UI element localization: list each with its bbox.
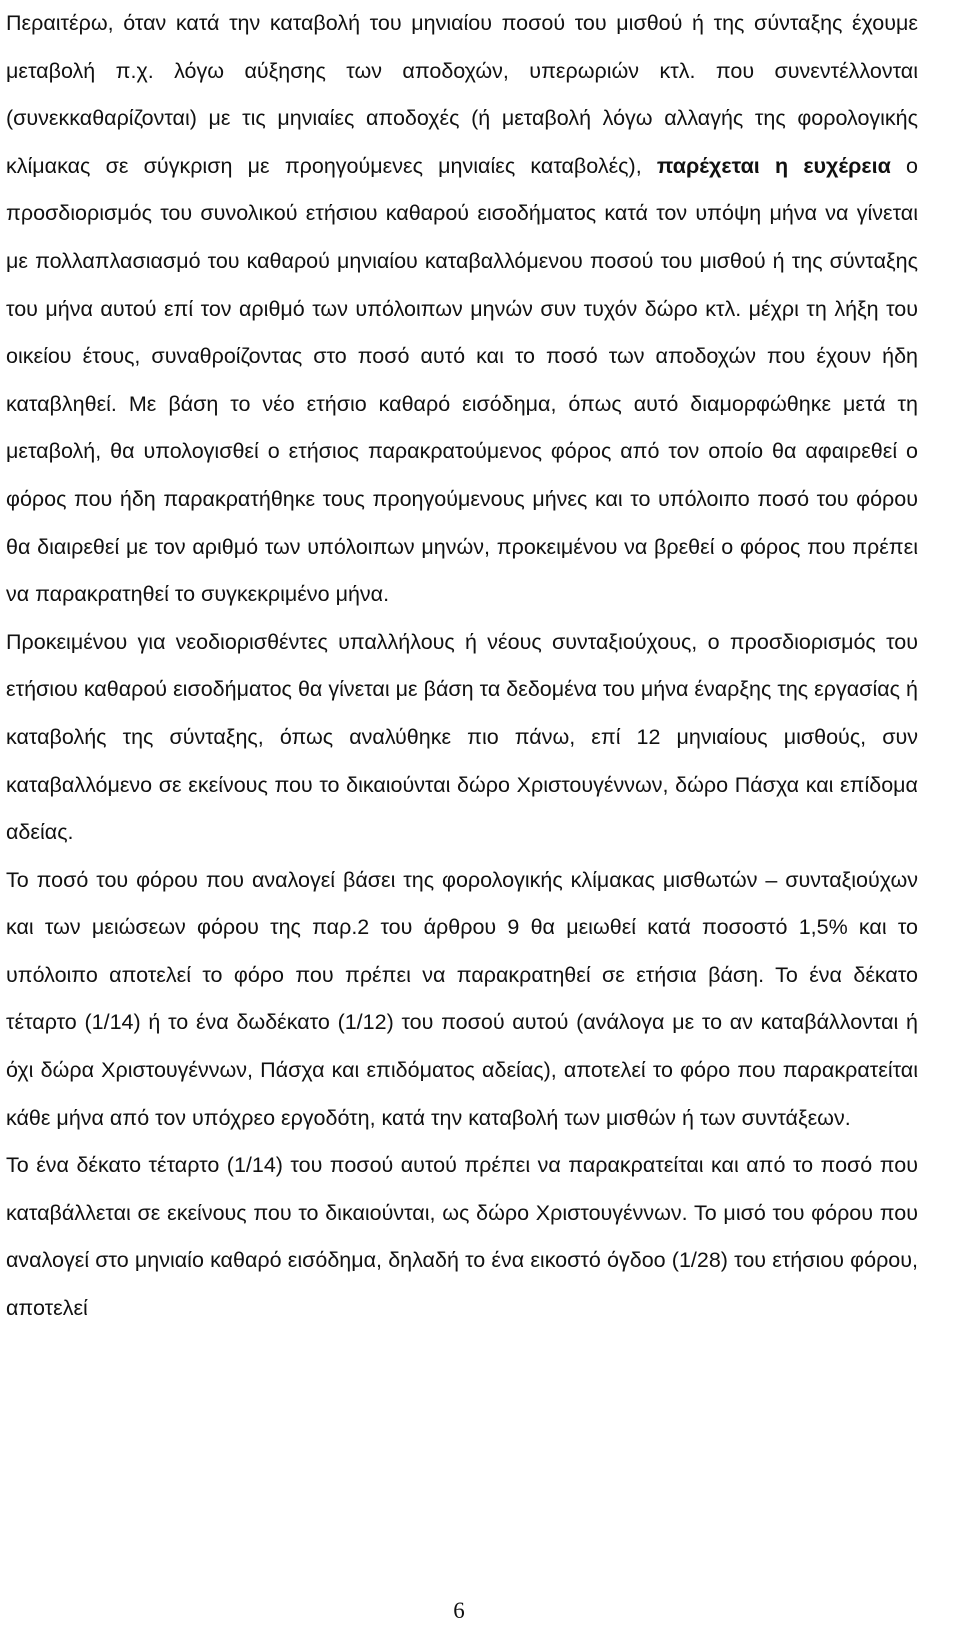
paragraph-1 — [6, 0, 918, 619]
paragraph-4: Το ένα δέκατο τέταρτο (1/14) του ποσού αυτού πρέπει να παρακρατείται και από το ποσό που καταβάλλεται σε εκείνους που το δικαιούνται, ως δώρο Χριστουγέννων. Το μισό του φόρου που αναλογεί στο μηνιαίο καθαρό εισόδημα, δηλαδή το ένα εικοστό όγδοο (1/28) του ετήσιου φόρου, αποτελεί — [6, 1153, 918, 1321]
paragraph-1-text-after-bold: ο προσδιορισμός του συνολικού ετήσιου καθαρού εισοδήματος κατά τον υπόψη μήνα να γίνεται με πολλαπλασιασμό του καθαρού μηνιαίου καταβαλλόμενου ποσού του μισθού ή της σύνταξης του μήνα αυτού επί τον αριθμό των υπόλοιπων μηνών συν τυχόν δώρο κτλ. μέχρι τη λήξη του οικείου έτους, συναθροίζοντας στο ποσό αυτό και το ποσό των αποδοχών που έχουν ήδη καταβληθεί. Με βάση το νέο ετήσιο καθαρό εισόδημα, όπως αυτό διαμορφώθηκε μετά τη μεταβολή, θα υπολογισθεί ο ετήσιος παρακρατούμενος φόρος από τον οποίο θα αφαιρεθεί ο φόρος που ήδη παρακρατήθηκε τους προηγούμενους μήνες και το υπόλοιπο ποσό του φόρου θα διαιρεθεί με τον αριθμό των υπόλοιπων μηνών, προκειμένου να βρεθεί ο φόρος που πρέπει να παρακρατηθεί το συγκεκριμένο μήνα. — [6, 153, 919, 607]
paragraph-2: Προκειμένου για νεοδιορισθέντες υπαλλήλους ή νέους συνταξιούχους, ο προσδιορισμός του ετήσιου καθαρού εισοδήματος θα γίνεται με βάση τα δεδομένα του μήνα έναρξης της εργασίας ή καταβολής της σύνταξης, όπως αναλύθηκε πιο πάνω, επί 12 μηνιαίους μισθούς, συν καταβαλλόμενο σε εκείνους που το δικαιούνται δώρο Χριστουγέννων, δώρο Πάσχα και επίδομα αδείας. — [6, 629, 918, 845]
paragraph-1-bold-phrase: παρέχεται η ευχέρεια — [656, 153, 891, 178]
paragraph-3: Το ποσό του φόρου που αναλογεί βάσει της φορολογικής κλίμακας μισθωτών – συνταξιούχων και των μειώσεων φόρου της παρ.2 του άρθρου 9 θα μειωθεί κατά ποσοστό 1,5% και το υπόλοιπο αποτελεί το φόρο που πρέπει να παρακρατηθεί σε ετήσια βάση. Το ένα δέκατο τέταρτο (1/14) ή το ένα δωδέκατο (1/12) του ποσού αυτού (ανάλογα με το αν καταβάλλονται ή όχι δώρα Χριστουγέννων, Πάσχα και επιδόματος αδείας), αποτελεί το φόρο που παρακρατείται κάθε μήνα από τον υπόχρεο εργοδότη, κατά την καταβολή των μισθών ή των συντάξεων. — [6, 867, 918, 1130]
paragraph-1-text-before-bold: Περαιτέρω, όταν κατά την καταβολή του μηνιαίου ποσού του μισθού ή της σύνταξης έχουμε μεταβολή π.χ. λόγω αύξησης των αποδοχών, υπερωριών κτλ. που συνεντέλλονται (συνεκκαθαρίζονται) με τις μηνιαίες αποδοχές (ή μεταβολή λόγω αλλαγής της φορολογικής κλίμακας σε σύγκριση με προηγούμενες μηνιαίες καταβολές), — [6, 11, 918, 178]
document-body — [6, 0, 918, 1333]
page-number: 6 — [453, 1598, 465, 1623]
